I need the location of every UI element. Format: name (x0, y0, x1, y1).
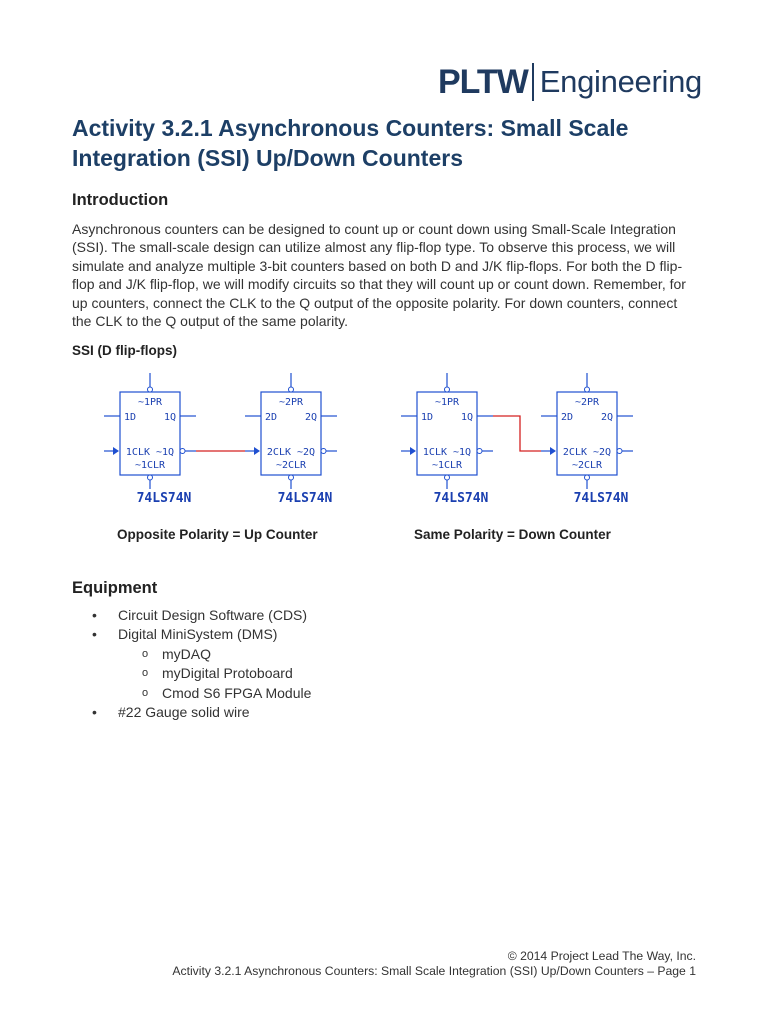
down-counter-link (493, 416, 541, 451)
clr-label: ~2CLR (275, 460, 307, 471)
pr-bubble (289, 387, 294, 392)
clk-arrow (550, 447, 556, 455)
qbar-bubble (477, 449, 482, 454)
equipment-item (92, 606, 311, 625)
equipment-item (92, 703, 311, 722)
pr-label: ~1PR (434, 397, 460, 408)
clr-bubble (289, 475, 294, 480)
equipment-item-text: myDigital Protoboard (162, 665, 293, 682)
clr-label: ~1CLR (134, 460, 166, 471)
clr-bubble (148, 475, 153, 480)
diagram-label: SSI (D flip-flops) (72, 343, 177, 358)
pr-bubble (585, 387, 590, 392)
sub-bullet-icon: o (142, 686, 149, 699)
equipment-list (92, 606, 311, 722)
bullet-icon: • (92, 607, 97, 623)
flip-flop-diagram (90, 370, 690, 510)
bullet-icon: • (92, 703, 97, 720)
equipment-subitem (92, 645, 311, 664)
caption-down-counter: Same Polarity = Down Counter (414, 527, 611, 542)
clk-qbar-label: 1CLK ~1Q (125, 447, 175, 458)
d-label: 2D (265, 412, 278, 423)
equipment-subitem (92, 664, 311, 683)
equipment-subitem (92, 684, 311, 703)
clr-label: ~1CLR (431, 460, 463, 471)
clr-bubble (585, 475, 590, 480)
sub-bullet-icon: o (142, 647, 149, 660)
equipment-item-text: Digital MiniSystem (DMS) (118, 626, 278, 643)
logo-brand: PLTW (438, 62, 528, 101)
sub-bullet-icon: o (142, 667, 149, 680)
equipment-item (92, 625, 311, 644)
equipment-heading: Equipment (72, 579, 158, 597)
equipment-item-text: Cmod S6 FPGA Module (162, 684, 312, 701)
footer-page-line: Activity 3.2.1 Asynchronous Counters: Small Scale Integration (SSI) Up/Down Counters – Page 1 (172, 964, 696, 978)
equipment-item-text: #22 Gauge solid wire (118, 703, 250, 720)
q-label: 1Q (460, 412, 473, 423)
d-label: 1D (124, 412, 137, 423)
clk-qbar-label: 1CLK ~1Q (422, 447, 472, 458)
footer-copyright: © 2014 Project Lead The Way, Inc. (507, 949, 696, 963)
bullet-icon: • (92, 626, 97, 643)
pr-label: ~2PR (574, 397, 600, 408)
clr-label: ~2CLR (571, 460, 603, 471)
clk-qbar-label: 2CLK ~2Q (562, 447, 612, 458)
clk-arrow (254, 447, 260, 455)
introduction-heading: Introduction (72, 191, 169, 209)
q-label: 1Q (163, 412, 176, 423)
logo-divider (532, 63, 534, 101)
d-label: 1D (421, 412, 434, 423)
caption-up-counter: Opposite Polarity = Up Counter (117, 527, 318, 542)
q-label: 2Q (304, 412, 317, 423)
introduction-body: Asynchronous counters can be designed to count up or count down using Small-Scale Integration (SSI). The small-scale design can utilize almost any flip-flop type. To observe this process, we will simulate and analyze multiple 3-bit counters based on both D and J/K flip-flops. For both the D flip-flop and J/K flip-flop, we will modify circuits so that they will count up or count down. Remember, for up counters, connect the CLK to the Q output of the opposite polarity. For down counters, connect the CLK to the Q output of the same polarity. (72, 221, 686, 330)
pr-bubble (445, 387, 450, 392)
pr-bubble (148, 387, 153, 392)
pr-label: ~1PR (137, 397, 163, 408)
part-number-label: 74LS74N (136, 491, 192, 506)
clk-arrow (113, 447, 119, 455)
equipment-item-text: Circuit Design Software (CDS) (118, 607, 308, 623)
qbar-bubble (617, 449, 622, 454)
equipment-item-text: myDAQ (162, 645, 211, 662)
logo-division: Engineering (539, 64, 702, 99)
clk-qbar-label: 2CLK ~2Q (266, 447, 316, 458)
q-label: 2Q (600, 412, 613, 423)
qbar-bubble (180, 449, 185, 454)
page-footer (172, 949, 696, 979)
document-title: Activity 3.2.1 Asynchronous Counters: Small Scale Integration (SSI) Up/Down Counters (72, 115, 629, 171)
pltw-logo (438, 62, 702, 102)
d-label: 2D (561, 412, 574, 423)
part-number-label: 74LS74N (573, 491, 629, 506)
qbar-bubble (321, 449, 326, 454)
clk-arrow (410, 447, 416, 455)
pr-label: ~2PR (278, 397, 304, 408)
clr-bubble (445, 475, 450, 480)
part-number-label: 74LS74N (433, 491, 489, 506)
part-number-label: 74LS74N (277, 491, 333, 506)
